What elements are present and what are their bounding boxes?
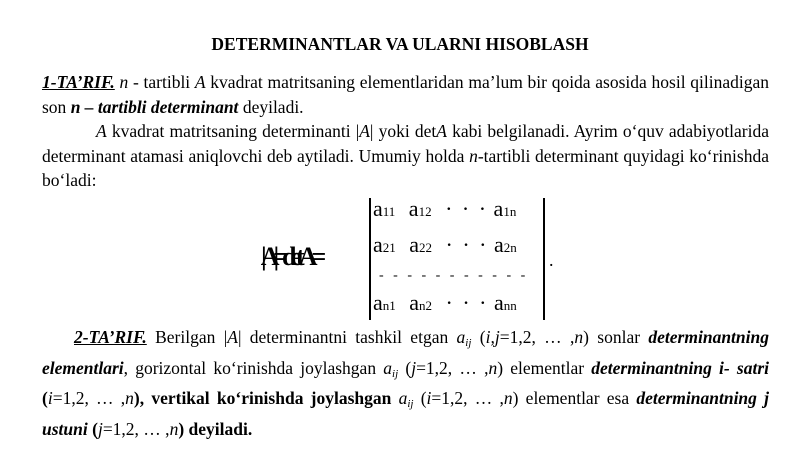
def1-term: n – tartibli determinant — [70, 96, 239, 117]
determinant-left-bar — [369, 198, 371, 320]
p2-A3: A — [436, 121, 447, 141]
matrix-row-2 — [373, 232, 517, 258]
page-title: DETERMINANTLAR VA ULARNI HISOBLASH — [211, 34, 589, 54]
definition-2-heading: 2-TA’RIF. — [74, 327, 147, 347]
def2-text: =1,2, … , — [52, 388, 126, 408]
def2-text: ) deyiladi. — [178, 418, 253, 439]
definition-1 — [42, 70, 769, 119]
p2-A2: A — [359, 121, 370, 141]
ellipsis: · · · — [445, 232, 489, 257]
formula-lhs: |A|=detA= — [261, 242, 321, 271]
matrix-row-1 — [373, 196, 516, 222]
def2-text: ( — [42, 388, 48, 408]
matrix-row-n — [373, 290, 517, 316]
def2-a: a — [383, 357, 393, 378]
element-index: 12 — [418, 204, 432, 219]
def2-ij: i,j — [485, 327, 500, 347]
determinant-right-bar — [543, 198, 545, 320]
def2-sub: ij — [392, 367, 399, 380]
p2-text-a: kvadrat matritsaning determinanti | — [106, 121, 360, 141]
ellipsis: · · · — [445, 290, 489, 315]
def2-text: =1,2, … , — [416, 357, 489, 378]
def2-text: ( — [87, 418, 98, 439]
p2-A1: A — [96, 121, 107, 141]
def2-text: ( — [413, 388, 427, 408]
p2-text-c: kabi belgilanadi. Ayrim o‘quv adabiyotlarida determinant atamasi aniqlovchi deb aytiladi. Umumiy holda — [42, 121, 769, 166]
def2-term-elements: determinantning elementlari — [42, 327, 769, 378]
element-letter: a — [494, 232, 504, 257]
def2-text: , gorizontal ko‘rinishda joylashgan — [123, 357, 384, 378]
def2-i: i — [47, 388, 53, 408]
element-letter: a — [373, 196, 383, 221]
def2-text: Berilgan | — [146, 327, 228, 347]
def1-A: A — [194, 72, 206, 92]
def1-text-c: deyiladi. — [238, 96, 304, 117]
def2-term-column: determinantning j ustuni — [42, 388, 770, 439]
element-letter: a — [409, 290, 420, 315]
def2-text: =1,2, … , — [102, 418, 170, 439]
p2-text-d: -tartibli determinant quyidagi ko‘rinishda bo‘ladi: — [42, 145, 769, 190]
element-index: n1 — [382, 298, 396, 313]
def2-text: | determinantni tashkil etgan — [237, 327, 457, 347]
def2-sub: ij — [465, 337, 472, 349]
p2-text-b: | yoki det — [369, 121, 437, 141]
def2-n: n — [125, 388, 134, 408]
element-letter: a — [373, 290, 383, 315]
element-index: 1n — [503, 204, 517, 219]
def1-text-b: kvadrat matritsaning elementlaridan ma’lum bir qoida asosida hosil qilinadigan son — [42, 72, 770, 117]
def2-j: j — [97, 418, 103, 439]
def2-text: =1,2, … , — [431, 388, 504, 408]
def2-n: n — [488, 357, 498, 378]
def2-sub: ij — [407, 398, 414, 410]
definition-2 — [42, 325, 769, 441]
def2-n: n — [169, 418, 179, 439]
def2-j: j — [411, 357, 417, 378]
def2-i: i — [426, 388, 432, 408]
determinant-formula — [255, 194, 575, 324]
element-letter: a — [409, 232, 420, 257]
def2-text: ), vertikal ko‘rinishda joylashgan — [133, 388, 399, 408]
def1-text-a: - tartibli — [128, 72, 195, 92]
element-letter: a — [408, 196, 419, 221]
formula-period: . — [549, 250, 554, 270]
ellipsis: · · · — [445, 196, 489, 221]
element-letter: a — [493, 196, 504, 221]
p2-n: n — [469, 145, 478, 166]
element-index: nn — [503, 298, 517, 313]
element-index: 21 — [382, 240, 396, 255]
element-letter: a — [494, 290, 504, 315]
def1-n: n — [119, 72, 129, 92]
def2-text: ) sonlar — [583, 327, 649, 347]
def2-text: ) elementlar — [497, 357, 592, 378]
element-letter: a — [373, 232, 383, 257]
def2-a: a — [398, 388, 408, 408]
definition-1-heading: 1-TA’RIF. — [42, 72, 115, 92]
paragraph-notation — [42, 119, 769, 193]
element-index: 22 — [419, 240, 433, 255]
def2-n: n — [503, 388, 513, 408]
def2-A: A — [227, 327, 238, 347]
def2-text: =1,2, … , — [499, 327, 575, 347]
def2-n: n — [574, 327, 584, 347]
def2-term-row: determinantning i- satri — [591, 357, 770, 378]
matrix-dash-row: - - - - - - - - - - - — [379, 268, 529, 283]
def2-text: ) elementlar esa — [512, 388, 637, 408]
def2-text: ( — [398, 357, 412, 378]
def2-text: ( — [471, 327, 486, 347]
def2-a: a — [456, 327, 466, 347]
element-index: 2n — [503, 240, 517, 255]
element-index: 11 — [382, 204, 396, 219]
element-index: n2 — [419, 298, 433, 313]
